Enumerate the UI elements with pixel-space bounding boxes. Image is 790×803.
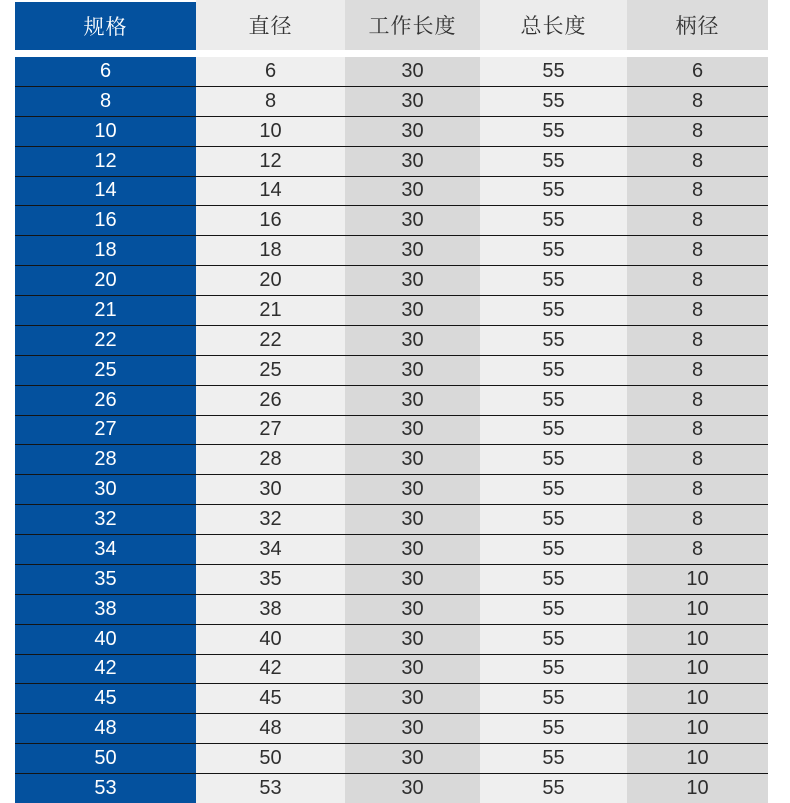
spec-cell: 34: [15, 535, 196, 564]
spec-cell: 48: [15, 714, 196, 743]
diameter-cell: 53: [196, 774, 345, 803]
total_length-cell: 55: [480, 445, 627, 474]
spec-cell: 27: [15, 416, 196, 445]
total_length-cell: 55: [480, 236, 627, 265]
table-row: [15, 773, 768, 803]
table-row: [15, 116, 768, 146]
work_length-cell: 30: [345, 505, 480, 534]
work_length-cell: 30: [345, 117, 480, 146]
diameter-cell: 45: [196, 684, 345, 713]
diameter-cell: 34: [196, 535, 345, 564]
spec-cell: 6: [15, 57, 196, 86]
table-row: [15, 146, 768, 176]
work_length-cell: 30: [345, 684, 480, 713]
shank_diameter-cell: 8: [627, 147, 768, 176]
spec-cell: 45: [15, 684, 196, 713]
work_length-cell: 30: [345, 416, 480, 445]
table-row: [15, 86, 768, 116]
table-row: [15, 355, 768, 385]
table-row: [15, 57, 768, 86]
work_length-cell: 30: [345, 595, 480, 624]
total_length-cell: 55: [480, 296, 627, 325]
shank_diameter-cell: 8: [627, 416, 768, 445]
header-body-divider: [15, 50, 768, 57]
spec-cell: 16: [15, 206, 196, 235]
shank_diameter-cell: 10: [627, 714, 768, 743]
total_length-cell: 55: [480, 117, 627, 146]
shank_diameter-cell: 8: [627, 535, 768, 564]
work_length-cell: 30: [345, 296, 480, 325]
total_length-cell: 55: [480, 206, 627, 235]
total_length-cell: 55: [480, 326, 627, 355]
work_length-cell: 30: [345, 565, 480, 594]
spec-cell: 25: [15, 356, 196, 385]
column-header-shank-diameter: 柄径: [627, 0, 768, 50]
diameter-cell: 10: [196, 117, 345, 146]
spec-cell: 50: [15, 744, 196, 773]
total_length-cell: 55: [480, 565, 627, 594]
diameter-cell: 28: [196, 445, 345, 474]
shank_diameter-cell: 10: [627, 595, 768, 624]
diameter-cell: 25: [196, 356, 345, 385]
work_length-cell: 30: [345, 714, 480, 743]
table-row: [15, 624, 768, 654]
total_length-cell: 55: [480, 535, 627, 564]
shank_diameter-cell: 8: [627, 117, 768, 146]
table-row: [15, 564, 768, 594]
work_length-cell: 30: [345, 744, 480, 773]
shank_diameter-cell: 8: [627, 87, 768, 116]
total_length-cell: 55: [480, 147, 627, 176]
table-row: [15, 504, 768, 534]
diameter-cell: 14: [196, 177, 345, 206]
spec-cell: 10: [15, 117, 196, 146]
shank_diameter-cell: 10: [627, 684, 768, 713]
spec-cell: 30: [15, 475, 196, 504]
spec-cell: 8: [15, 87, 196, 116]
diameter-cell: 32: [196, 505, 345, 534]
diameter-cell: 20: [196, 266, 345, 295]
diameter-cell: 21: [196, 296, 345, 325]
shank_diameter-cell: 10: [627, 774, 768, 803]
table-body: [15, 57, 768, 803]
table-row: [15, 654, 768, 684]
total_length-cell: 55: [480, 475, 627, 504]
total_length-cell: 55: [480, 386, 627, 415]
diameter-cell: 38: [196, 595, 345, 624]
shank_diameter-cell: 8: [627, 266, 768, 295]
shank_diameter-cell: 8: [627, 386, 768, 415]
table-row: [15, 385, 768, 415]
spec-cell: 20: [15, 266, 196, 295]
work_length-cell: 30: [345, 625, 480, 654]
diameter-cell: 50: [196, 744, 345, 773]
shank_diameter-cell: 10: [627, 625, 768, 654]
spec-cell: 40: [15, 625, 196, 654]
diameter-cell: 6: [196, 57, 345, 86]
product-spec-table: [15, 0, 768, 803]
diameter-cell: 42: [196, 655, 345, 684]
shank_diameter-cell: 8: [627, 296, 768, 325]
table-row: [15, 743, 768, 773]
total_length-cell: 55: [480, 774, 627, 803]
table-row: [15, 474, 768, 504]
diameter-cell: 8: [196, 87, 345, 116]
total_length-cell: 55: [480, 87, 627, 116]
work_length-cell: 30: [345, 356, 480, 385]
total_length-cell: 55: [480, 57, 627, 86]
diameter-cell: 35: [196, 565, 345, 594]
column-header-work-length: 工作长度: [345, 0, 480, 50]
work_length-cell: 30: [345, 326, 480, 355]
shank_diameter-cell: 8: [627, 206, 768, 235]
work_length-cell: 30: [345, 475, 480, 504]
work_length-cell: 30: [345, 177, 480, 206]
shank_diameter-cell: 8: [627, 356, 768, 385]
work_length-cell: 30: [345, 445, 480, 474]
shank_diameter-cell: 8: [627, 445, 768, 474]
diameter-cell: 30: [196, 475, 345, 504]
column-header-total-length: 总长度: [480, 0, 627, 50]
total_length-cell: 55: [480, 655, 627, 684]
work_length-cell: 30: [345, 535, 480, 564]
table-row: [15, 176, 768, 206]
total_length-cell: 55: [480, 266, 627, 295]
spec-cell: 14: [15, 177, 196, 206]
spec-cell: 53: [15, 774, 196, 803]
diameter-cell: 16: [196, 206, 345, 235]
spec-cell: 12: [15, 147, 196, 176]
diameter-cell: 48: [196, 714, 345, 743]
diameter-cell: 12: [196, 147, 345, 176]
table-row: [15, 594, 768, 624]
table-row: [15, 205, 768, 235]
column-header-diameter: 直径: [196, 0, 345, 50]
spec-cell: 32: [15, 505, 196, 534]
shank_diameter-cell: 10: [627, 655, 768, 684]
table-row: [15, 534, 768, 564]
shank_diameter-cell: 8: [627, 236, 768, 265]
diameter-cell: 22: [196, 326, 345, 355]
spec-cell: 18: [15, 236, 196, 265]
total_length-cell: 55: [480, 744, 627, 773]
shank_diameter-cell: 8: [627, 475, 768, 504]
total_length-cell: 55: [480, 177, 627, 206]
table-row: [15, 444, 768, 474]
diameter-cell: 26: [196, 386, 345, 415]
spec-cell: 35: [15, 565, 196, 594]
work_length-cell: 30: [345, 147, 480, 176]
diameter-cell: 18: [196, 236, 345, 265]
work_length-cell: 30: [345, 57, 480, 86]
shank_diameter-cell: 8: [627, 505, 768, 534]
shank_diameter-cell: 10: [627, 565, 768, 594]
shank_diameter-cell: 10: [627, 744, 768, 773]
total_length-cell: 55: [480, 595, 627, 624]
work_length-cell: 30: [345, 655, 480, 684]
diameter-cell: 40: [196, 625, 345, 654]
total_length-cell: 55: [480, 416, 627, 445]
spec-cell: 26: [15, 386, 196, 415]
total_length-cell: 55: [480, 356, 627, 385]
diameter-cell: 27: [196, 416, 345, 445]
shank_diameter-cell: 8: [627, 177, 768, 206]
work_length-cell: 30: [345, 87, 480, 116]
table-row: [15, 325, 768, 355]
table-header-row: [15, 0, 768, 50]
table-row: [15, 265, 768, 295]
spec-cell: 28: [15, 445, 196, 474]
table-row: [15, 295, 768, 325]
shank_diameter-cell: 8: [627, 326, 768, 355]
total_length-cell: 55: [480, 625, 627, 654]
spec-cell: 21: [15, 296, 196, 325]
spec-cell: 22: [15, 326, 196, 355]
shank_diameter-cell: 6: [627, 57, 768, 86]
work_length-cell: 30: [345, 206, 480, 235]
work_length-cell: 30: [345, 774, 480, 803]
table-row: [15, 683, 768, 713]
total_length-cell: 55: [480, 684, 627, 713]
table-row: [15, 415, 768, 445]
table-row: [15, 235, 768, 265]
spec-cell: 38: [15, 595, 196, 624]
table-row: [15, 713, 768, 743]
work_length-cell: 30: [345, 266, 480, 295]
total_length-cell: 55: [480, 714, 627, 743]
total_length-cell: 55: [480, 505, 627, 534]
column-header-spec: 规格: [15, 2, 196, 50]
work_length-cell: 30: [345, 236, 480, 265]
work_length-cell: 30: [345, 386, 480, 415]
spec-cell: 42: [15, 655, 196, 684]
